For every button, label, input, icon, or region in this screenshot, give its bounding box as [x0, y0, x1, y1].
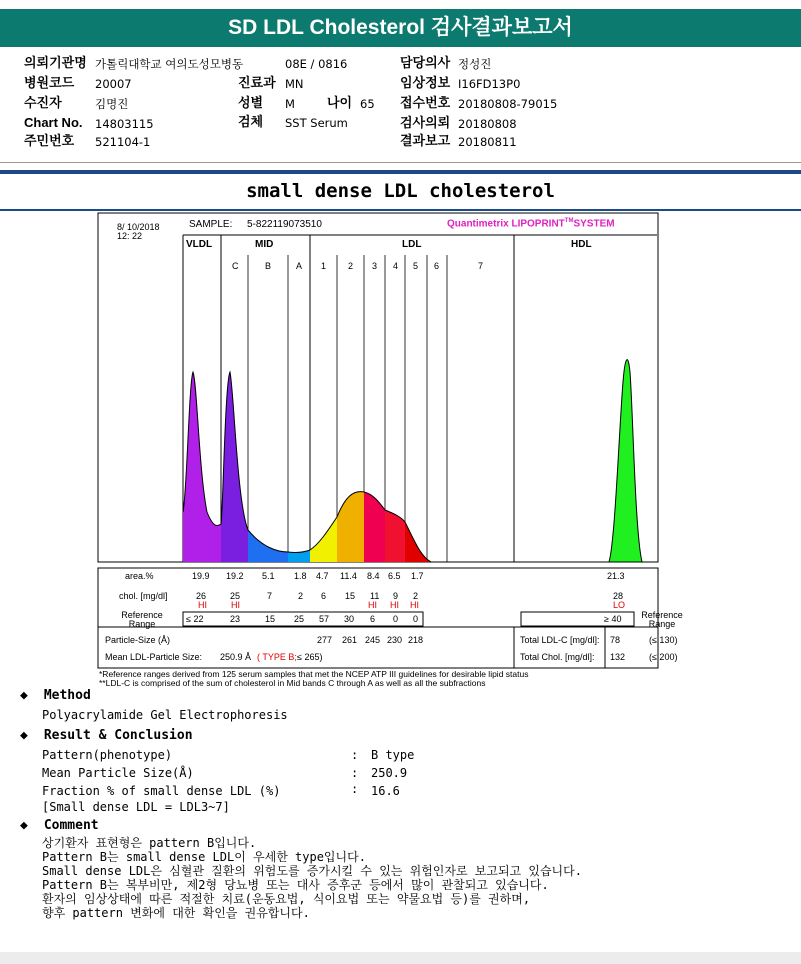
specimen-value: SST Serum [285, 116, 348, 130]
diamond-icon: ◆ [20, 728, 28, 743]
report-time: 12: 22 [117, 231, 143, 241]
report-date-value: 20180811 [458, 135, 517, 149]
mean-ref: ≤ 265) [297, 652, 323, 662]
hospital-code-value: 20007 [95, 77, 132, 91]
footnote: **LDL-C is comprised of the sum of cholesterol in Mid bands C through A as well as all the subfractions [99, 678, 486, 688]
lipoprint-report [97, 212, 683, 692]
result-heading: ◆ Result & Conclusion [20, 728, 193, 743]
band-label: 2 [348, 261, 354, 271]
diamond-icon: ◆ [20, 818, 28, 833]
info-label: 수진자 [24, 95, 62, 110]
resident-no-value: 521104-1 [95, 135, 151, 149]
section-title: small dense LDL cholesterol [246, 180, 555, 202]
report-date: 8/ 10/2018 [117, 222, 160, 232]
area-value: 19.9 [192, 571, 210, 581]
comment-line: Pattern B는 복부비만, 제2형 당뇨병 또는 대사 증후군 등에서 많이 관찰되고 있습니다. [42, 878, 549, 892]
ref-value-hdl: ≥ 40 [604, 614, 622, 624]
footnote: *Reference ranges derived from 125 serum samples that met the NCEP ATP III guidelines for desirable lipid status [99, 669, 529, 679]
divider [0, 209, 801, 211]
area-value: 19.2 [226, 571, 244, 581]
info-row [24, 55, 87, 71]
area-value: 8.4 [367, 571, 380, 581]
chol-value: 11 [370, 591, 380, 601]
band-label: 4 [393, 261, 399, 271]
doctor-value: 정성진 [458, 57, 492, 71]
area-value: 4.7 [316, 571, 329, 581]
request-date-value: 20180808 [458, 117, 517, 131]
area-value: 5.1 [262, 571, 275, 581]
receipt-no-value: 20180808-79015 [458, 97, 558, 111]
flag-lo: LO [613, 600, 626, 610]
info-value [285, 56, 347, 72]
chol-value-hdl: 28 [613, 591, 624, 601]
ref-value: 23 [230, 614, 241, 624]
ref-value: 57 [319, 614, 330, 624]
group-label-ldl: LDL [402, 239, 422, 250]
area-value: 1.7 [411, 571, 424, 581]
info-label: 나이 [327, 95, 353, 110]
total-chol-ref: (≤ 200) [649, 652, 678, 662]
group-label-mid: MID [255, 239, 274, 250]
particle-value: 261 [342, 635, 358, 645]
result-colon: : [351, 766, 359, 780]
info-label: 담당의사 [400, 55, 451, 70]
report-title: SD LDL Cholesterol 검사결과보고서 [0, 9, 801, 47]
electrophoresis-chart [97, 212, 659, 692]
ref-label: Range [128, 619, 156, 629]
comment-line: 환자의 임상상태에 따른 적절한 치료(운동요법, 식이요법 또는 약물요법 등)를 권하며, [42, 892, 531, 906]
band-label: 3 [372, 261, 378, 271]
particle-label: Particle-Size (Å) [105, 635, 171, 645]
band-label: B [265, 261, 272, 271]
comment-line: 향후 pattern 변화에 대한 확인을 권유합니다. [42, 906, 310, 920]
ref-value: 0 [413, 614, 419, 624]
group-label-vldl: VLDL [186, 239, 213, 250]
brand-logo: Quantimetrix LIPOPRINT™SYSTEM [447, 218, 615, 230]
area-value-hdl: 21.3 [607, 571, 625, 581]
result-colon: : [351, 782, 359, 796]
particle-value: 245 [365, 635, 381, 645]
mean-type: ( TYPE B; [257, 652, 297, 662]
mean-value: 250.9 Å [220, 652, 252, 662]
chol-value: 9 [393, 591, 399, 601]
institution-value: 가톨릭대학교 여의도성모병동 [95, 57, 244, 71]
diamond-icon: ◆ [20, 688, 28, 703]
comment-line: Small dense LDL은 심혈관 질환의 위험도를 증가시킬 수 있는 위험인자로 보고되고 있습니다. [42, 864, 582, 878]
flag-hi: HI [390, 600, 399, 610]
department-value: MN [285, 77, 304, 91]
total-ldl-label: Total LDL-C [mg/dl]: [520, 635, 600, 645]
divider [0, 170, 801, 174]
info-label: 의뢰기관명 [24, 55, 87, 70]
method-text: Polyacrylamide Gel Electrophoresis [42, 708, 288, 722]
particle-value: 218 [408, 635, 424, 645]
ref-label-right: Range [648, 619, 676, 629]
chol-value: 26 [196, 591, 207, 601]
comment-line: Pattern B는 small dense LDL이 우세한 type입니다. [42, 850, 366, 864]
clinical-info-value: I16FD13P0 [458, 77, 521, 91]
area-value: 1.8 [294, 571, 307, 581]
mean-label: Mean LDL-Particle Size: [105, 652, 203, 662]
area-value: 6.5 [388, 571, 401, 581]
result-label: Fraction % of small dense LDL (%) [42, 784, 281, 798]
result-note: [Small dense LDL = LDL3~7] [42, 800, 230, 814]
sample-id: 5-822119073510 [247, 219, 322, 230]
sample-label: SAMPLE: [189, 219, 233, 230]
band-label: 7 [478, 261, 484, 271]
chol-label: chol. [mg/dl] [119, 591, 168, 601]
chol-value: 2 [298, 591, 304, 601]
chol-value: 6 [321, 591, 327, 601]
band-label: C [232, 261, 239, 271]
chol-value: 7 [267, 591, 273, 601]
result-value: 16.6 [371, 784, 400, 798]
area-label: area.% [125, 571, 154, 581]
result-colon: : [351, 748, 359, 762]
ref-value: 0 [393, 614, 399, 624]
band-label: 6 [434, 261, 440, 271]
info-label: Chart No. [24, 115, 83, 130]
divider [0, 162, 801, 163]
info-value [95, 56, 243, 72]
info-label: 임상정보 [400, 75, 451, 90]
info-label: 접수번호 [400, 95, 451, 110]
patient-name-value: 김명진 [95, 97, 129, 111]
total-chol-label: Total Chol. [mg/dl]: [520, 652, 595, 662]
age-value: 65 [360, 97, 375, 111]
info-label: 진료과 [238, 75, 276, 90]
ward-value: 08E / 0816 [285, 57, 348, 71]
info-label: 검체 [238, 114, 264, 129]
info-label: 검사의뢰 [400, 115, 451, 130]
chol-value: 25 [230, 591, 241, 601]
group-label-hdl: HDL [571, 239, 592, 250]
band-label: A [296, 261, 303, 271]
particle-value: 230 [387, 635, 403, 645]
method-heading: ◆ Method [20, 688, 91, 703]
total-ldl-value: 78 [610, 635, 621, 645]
result-value: B type [371, 748, 415, 762]
result-label: Mean Particle Size(Å) [42, 766, 194, 780]
ref-value: ≤ 22 [186, 614, 204, 624]
ref-value: 25 [294, 614, 305, 624]
info-label: 병원코드 [24, 75, 75, 90]
band-label: 1 [321, 261, 327, 271]
ref-label-right: Reference [641, 610, 683, 620]
chol-value: 15 [345, 591, 356, 601]
info-label: 주민번호 [24, 133, 75, 148]
flag-hi: HI [410, 600, 419, 610]
result-value: 250.9 [371, 766, 408, 780]
info-label: 결과보고 [400, 133, 451, 148]
area-value: 11.4 [340, 571, 357, 581]
ref-value: 15 [265, 614, 276, 624]
comment-heading: ◆ Comment [20, 818, 99, 833]
info-label: 성별 [238, 95, 264, 110]
band-label: 5 [413, 261, 419, 271]
sex-value: M [285, 97, 295, 111]
chart-no-value: 14803115 [95, 117, 154, 131]
ref-value: 30 [344, 614, 355, 624]
flag-hi: HI [231, 600, 240, 610]
particle-value: 277 [317, 635, 333, 645]
ref-label: Reference [121, 610, 163, 620]
comment-line: 상기환자 표현형은 pattern B입니다. [42, 836, 257, 850]
flag-hi: HI [368, 600, 377, 610]
total-ldl-ref: (≤ 130) [649, 635, 678, 645]
chol-value: 2 [413, 591, 419, 601]
total-chol-value: 132 [610, 652, 626, 662]
footer-bar [0, 952, 801, 964]
flag-hi: HI [198, 600, 207, 610]
result-label: Pattern(phenotype) [42, 748, 173, 762]
ref-value: 6 [370, 614, 376, 624]
